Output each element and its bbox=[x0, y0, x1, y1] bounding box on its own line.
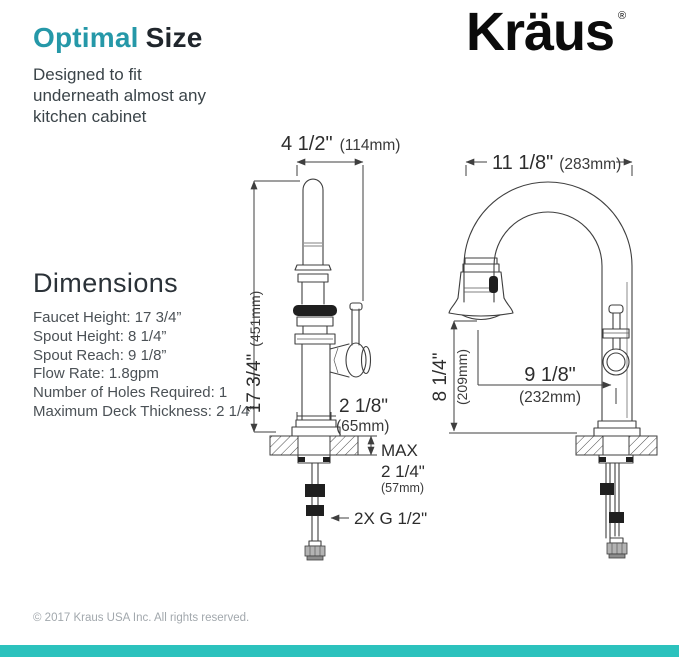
right-faucet-drawing bbox=[430, 152, 657, 558]
right-spout-height-label: 8 1/4" bbox=[430, 352, 451, 402]
left-height-dimension-label: 17 3/4"(451mm) bbox=[244, 290, 265, 414]
max-mm-label: (57mm) bbox=[381, 481, 425, 495]
left-faucet-drawing bbox=[244, 133, 427, 560]
subtitle-line: kitchen cabinet bbox=[33, 107, 147, 126]
dimensions-heading: Dimensions bbox=[33, 268, 179, 298]
subtitle-line: Designed to fit bbox=[33, 65, 142, 84]
right-reach-mm-label: (232mm) bbox=[518, 389, 582, 406]
copyright-notice: © 2017 Kraus USA Inc. All rights reserved. bbox=[33, 612, 250, 624]
spec-item-spout-reach: Spout Reach: 9 1/8” bbox=[33, 346, 167, 364]
subtitle-line: underneath almost any bbox=[33, 86, 206, 105]
kraus-logo-wordmark: Kräus bbox=[466, 2, 615, 62]
max-value-label: 2 1/4" bbox=[381, 462, 425, 481]
spec-item-deck-thickness: Maximum Deck Thickness: 2 1/4” bbox=[33, 402, 255, 420]
right-arch-dimension-label: 11 1/8" (283mm) bbox=[492, 152, 622, 174]
registered-trademark-symbol: ® bbox=[617, 10, 627, 22]
right-reach-label: 9 1/8" bbox=[524, 364, 576, 386]
left-base-dimension-mm-label: (65mm) bbox=[336, 418, 390, 435]
spec-item-spout-height: Spout Height: 8 1/4” bbox=[33, 327, 167, 345]
footer-accent-bar bbox=[0, 645, 679, 657]
spec-item-holes-required: Number of Holes Required: 1 bbox=[33, 384, 228, 402]
left-base-dimension-label: 2 1/8" bbox=[339, 396, 389, 417]
max-label: MAX bbox=[381, 441, 418, 460]
page-title-rest: Size bbox=[145, 22, 203, 53]
left-width-dimension-label: 4 1/2" (114mm) bbox=[281, 133, 401, 155]
right-spout-height-mm-label: (209mm) bbox=[454, 348, 470, 406]
page-title-accent: Optimal bbox=[33, 22, 139, 53]
spec-item-flow-rate: Flow Rate: 1.8gpm bbox=[33, 365, 159, 383]
spec-item-faucet-height: Faucet Height: 17 3/4” bbox=[33, 309, 182, 326]
thread-size-label: 2X G 1/2" bbox=[354, 509, 428, 528]
